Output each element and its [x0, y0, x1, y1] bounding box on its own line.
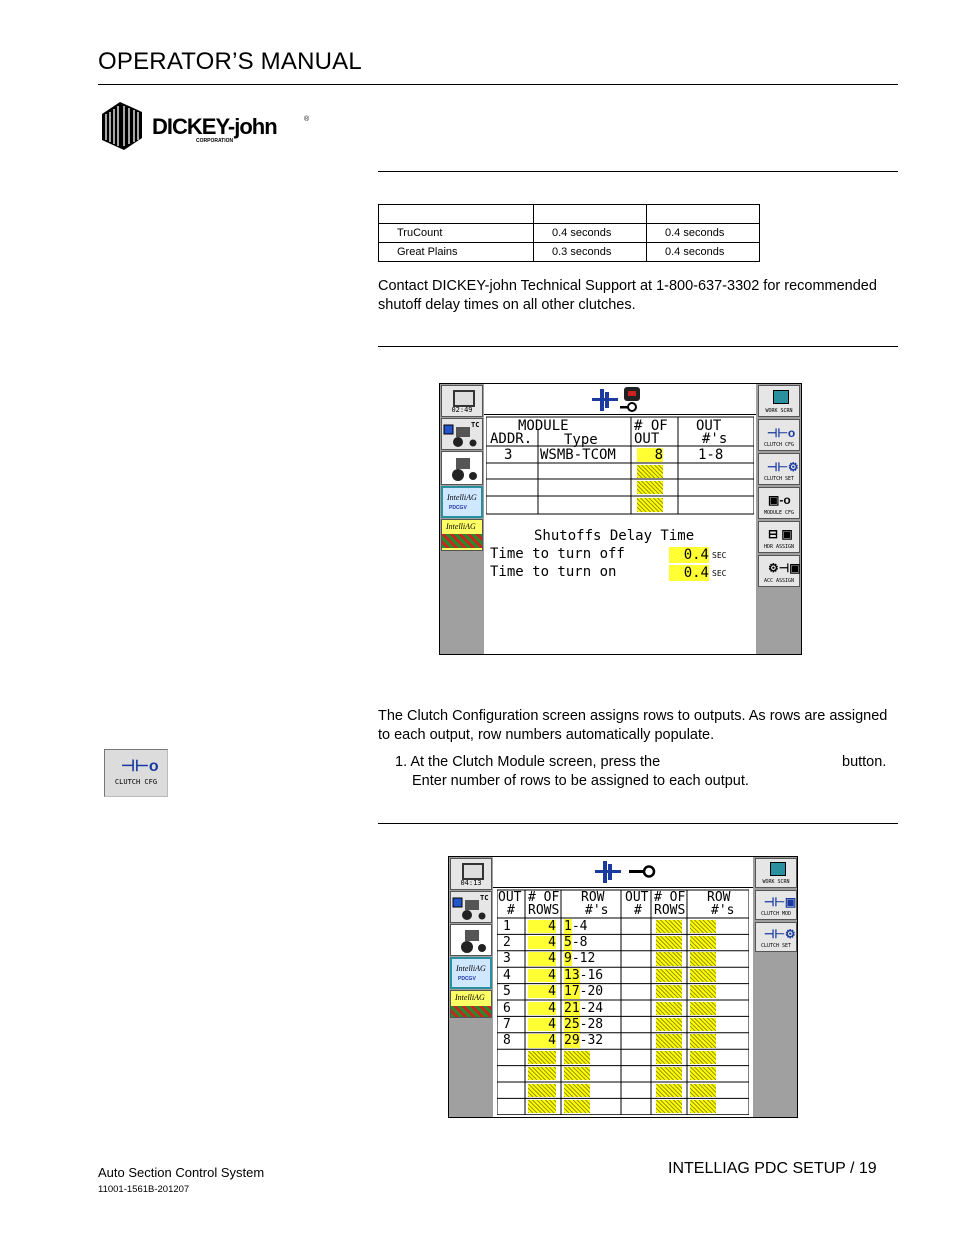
hdr-assign-icon: ⊟ ▣ — [768, 527, 793, 541]
row-addr: 3 — [504, 447, 513, 463]
footer-page: INTELLIAG PDC SETUP / 19 — [668, 1160, 877, 1177]
off-unit: SEC — [712, 551, 727, 560]
row-range — [564, 936, 618, 949]
empty-row-start-cell[interactable] — [690, 952, 716, 965]
row-end: -16 — [579, 967, 604, 983]
col-module: MODULE — [518, 418, 569, 434]
intelliag-button[interactable]: IntelliAG — [441, 519, 483, 551]
empty-row-start-cell[interactable] — [564, 1100, 590, 1113]
system-setup-button[interactable] — [450, 891, 492, 923]
out-number: 6 — [503, 1000, 511, 1016]
row-type: WSMB-TCOM — [540, 447, 616, 463]
clutch-cfg-icon-button: ⊣⊢o CLUTCH CFG — [104, 749, 168, 797]
svg-text:TC: TC — [471, 421, 480, 429]
left-button-column — [440, 384, 484, 654]
col-outs-2: #'s — [702, 431, 728, 447]
empty-row-start-cell[interactable] — [564, 1067, 590, 1080]
step-1: 1. At the Clutch Module screen, press the — [395, 754, 661, 770]
svg-text:TC: TC — [480, 894, 489, 902]
row-range — [564, 920, 618, 933]
row-start-field[interactable]: 29 — [564, 1033, 580, 1049]
clutch-config-screen — [448, 856, 798, 1118]
acc-assign-icon: ⚙⊣▣ — [768, 561, 801, 575]
empty-rows-cell[interactable] — [528, 1067, 556, 1080]
empty-row-start-cell[interactable] — [564, 1084, 590, 1097]
acc-assign-button[interactable]: ⚙⊣▣ ACC ASSIGN — [758, 555, 800, 587]
out-number: 7 — [503, 1016, 511, 1032]
num-rows-field[interactable]: 4 — [528, 936, 556, 949]
num-rows-field[interactable]: 4 — [528, 1018, 556, 1031]
clutch-config-text: The Clutch Configuration screen assigns rows to outputs. As rows are assigned to each output, row numbers automatically populate. — [378, 708, 888, 743]
empty-row-start-cell[interactable] — [690, 1084, 716, 1097]
tractor-button[interactable] — [450, 924, 492, 956]
row-range — [564, 969, 618, 982]
empty-row-start-cell[interactable] — [690, 1018, 716, 1031]
empty-rows-cell[interactable] — [656, 1084, 682, 1097]
intelliag-button[interactable]: IntelliAG — [450, 990, 492, 1018]
module-config-screen — [439, 383, 802, 655]
module-icon: ▣-o — [768, 493, 791, 507]
off-label: Time to turn off — [490, 546, 625, 562]
header-rule — [98, 84, 898, 85]
col-type: Type — [564, 432, 598, 448]
empty-row-start-cell[interactable] — [564, 1051, 590, 1064]
num-rows-field[interactable]: 4 — [528, 952, 556, 965]
footer-code: 11001-1561B-201207 — [98, 1184, 190, 1195]
clutch-set-button[interactable]: ⊣⊢⚙ CLUTCH SET — [758, 453, 800, 485]
manual-title: OPERATOR’S MANUAL — [98, 48, 362, 75]
company-logo — [98, 100, 328, 156]
step-1-button: button. — [842, 754, 887, 770]
right-button-column — [753, 857, 797, 1117]
empty-rows-cell[interactable] — [656, 920, 682, 933]
stripe-icon — [442, 534, 482, 548]
empty-row-start-cell[interactable] — [690, 1002, 716, 1015]
col-outs: OUT — [696, 418, 722, 434]
out-number: 8 — [503, 1033, 511, 1049]
num-rows-field[interactable]: 4 — [528, 920, 556, 933]
clutch-cfg-button[interactable]: ⊣⊢o CLUTCH CFG — [758, 419, 800, 451]
row-start-field[interactable]: 17 — [564, 984, 580, 1000]
left-button-column — [449, 857, 493, 1117]
tractor-icon — [442, 452, 482, 484]
screen-icon — [773, 390, 789, 404]
off-value[interactable]: 0.4 — [669, 547, 709, 563]
row-end: -12 — [571, 951, 596, 967]
num-rows-field[interactable]: 4 — [528, 1034, 556, 1047]
clutch-icon: ⊣⊢o — [767, 426, 796, 440]
section-rule — [378, 346, 898, 347]
monitor-icon — [453, 390, 475, 407]
screen-icon — [770, 862, 786, 876]
col-out: OUT — [634, 431, 660, 447]
tractor-icon — [451, 925, 491, 955]
num-rows-field[interactable]: 4 — [528, 985, 556, 998]
clutch-icon: ⊣⊢o — [121, 758, 159, 775]
row-range — [564, 1034, 618, 1047]
empty-rows-cell[interactable] — [656, 985, 682, 998]
empty-rows-cell[interactable] — [528, 1100, 556, 1113]
logo-mark-icon — [98, 100, 148, 152]
out-number: 2 — [503, 934, 511, 950]
row-range: 1-8 — [698, 447, 724, 463]
empty-rows-cell[interactable] — [656, 936, 682, 949]
col-addr: ADDR. — [490, 431, 533, 447]
empty-cell[interactable] — [637, 481, 663, 494]
pdc-button[interactable]: IntelliAG PDCGV — [450, 957, 492, 989]
row-range — [564, 952, 618, 965]
empty-cell[interactable] — [637, 465, 663, 478]
row-range — [564, 985, 618, 998]
empty-rows-cell[interactable] — [656, 1100, 682, 1113]
clock: 04:13 — [460, 879, 482, 887]
right-button-column — [756, 384, 801, 654]
clutch-set-icon: ⊣⊢⚙ — [764, 927, 796, 941]
clutch-set-button[interactable]: ⊣⊢⚙ CLUTCH SET — [755, 922, 797, 952]
clutch-config-icon — [593, 858, 663, 886]
row-start-field[interactable]: 25 — [564, 1016, 580, 1032]
clutch-set-icon: ⊣⊢⚙ — [767, 460, 799, 474]
empty-rows-cell[interactable] — [656, 969, 682, 982]
stripe-icon — [451, 1006, 491, 1017]
footer-product: Auto Section Control System — [98, 1165, 265, 1180]
empty-row-start-cell[interactable] — [690, 1034, 716, 1047]
row-start-field[interactable]: 1 — [564, 918, 572, 934]
table-row: Great Plains 0.3 seconds 0.4 seconds — [379, 243, 760, 262]
empty-row-start-cell[interactable] — [690, 936, 716, 949]
module-cfg-button[interactable]: ▣-o MODULE CFG — [758, 487, 800, 519]
tractor-button[interactable] — [441, 451, 483, 485]
logo-sub: CORPORATION — [196, 138, 234, 144]
support-text: Contact DICKEY-john Technical Support at 1-800-637-3302 for recommended shutoff delay times on all other clutches. — [378, 278, 877, 313]
empty-row-start-cell[interactable] — [690, 1067, 716, 1080]
screen-title-bar — [484, 384, 756, 415]
col-num-of: # OF — [634, 418, 668, 434]
home-button[interactable] — [450, 858, 492, 890]
row-start-field[interactable]: 13 — [564, 967, 580, 983]
empty-rows-cell[interactable] — [528, 1051, 556, 1064]
num-rows-field[interactable]: 4 — [528, 969, 556, 982]
row-start-field[interactable]: 5 — [564, 934, 572, 950]
hdr-assign-button[interactable]: ⊟ ▣ HDR ASSIGN — [758, 521, 800, 553]
clutch-table: OUT # # OF ROWS ROW #'s OUT # # OF ROWS ROW #'s 1 4 1-4 2 4 5-8 3 4 9-12 4 4 13-16 5 4 17-20 6 4 21-24 7 4 25-28 8 4 29-32 — [497, 889, 749, 1115]
empty-row-start-cell[interactable] — [690, 1051, 716, 1064]
out-number: 3 — [503, 951, 511, 967]
work-scrn-button[interactable]: WORK SCRN — [755, 858, 797, 888]
row-end: -28 — [579, 1016, 604, 1032]
empty-row-start-cell[interactable] — [690, 969, 716, 982]
row-num-out[interactable]: 8 — [637, 448, 663, 462]
table-row: TruCount 0.4 seconds 0.4 seconds — [379, 224, 760, 243]
system-setup-button[interactable] — [441, 418, 483, 450]
on-value[interactable]: 0.4 — [669, 565, 709, 581]
empty-rows-cell[interactable] — [656, 1002, 682, 1015]
clutch-module-icon — [590, 385, 650, 415]
screen-title-bar — [493, 857, 753, 888]
empty-cell[interactable] — [637, 498, 663, 512]
table-row — [379, 205, 760, 224]
module-table — [486, 416, 754, 516]
delay-title: Shutoffs Delay Time — [534, 528, 695, 544]
empty-row-start-cell[interactable] — [690, 1100, 716, 1113]
clutch-module-icon: ⊣⊢▣ — [764, 895, 797, 909]
row-end: -32 — [579, 1033, 604, 1049]
empty-rows-cell[interactable] — [656, 1067, 682, 1080]
row-end: -20 — [579, 984, 604, 1000]
empty-rows-cell[interactable] — [656, 1018, 682, 1031]
empty-rows-cell[interactable] — [656, 952, 682, 965]
home-button[interactable] — [441, 385, 483, 417]
tractor-tc-icon — [451, 892, 491, 922]
row-end: -24 — [579, 1000, 604, 1016]
on-unit: SEC — [712, 569, 727, 578]
monitor-icon — [462, 863, 484, 880]
clutch-mod-button[interactable]: ⊣⊢▣ CLUTCH MOD — [755, 890, 797, 920]
on-label: Time to turn on — [490, 564, 617, 580]
section-rule — [378, 823, 898, 824]
work-scrn-button[interactable]: WORK SCRN — [758, 385, 800, 417]
row-end: -8 — [571, 934, 588, 950]
pdc-button[interactable]: IntelliAG PDCGV — [441, 486, 483, 518]
empty-row-start-cell[interactable] — [690, 920, 716, 933]
row-end: -4 — [571, 918, 588, 934]
out-number: 5 — [503, 984, 511, 1000]
num-rows-field[interactable]: 4 — [528, 1002, 556, 1015]
empty-row-start-cell[interactable] — [690, 985, 716, 998]
section-rule — [378, 171, 898, 172]
empty-rows-cell[interactable] — [656, 1051, 682, 1064]
out-number: 4 — [503, 967, 511, 983]
tractor-tc-icon — [442, 419, 482, 449]
clock: 02:49 — [451, 406, 473, 414]
row-start-field[interactable]: 21 — [564, 1000, 580, 1016]
empty-rows-cell[interactable] — [528, 1084, 556, 1097]
row-range — [564, 1002, 618, 1015]
row-range — [564, 1018, 618, 1031]
logo-brand: DICKEY-john — [152, 114, 277, 139]
step-1-detail: Enter number of rows to be assigned to each output. — [412, 773, 749, 789]
logo-registered: ® — [304, 116, 310, 123]
out-number: 1 — [503, 918, 511, 934]
row-start-field[interactable]: 9 — [564, 951, 572, 967]
empty-rows-cell[interactable] — [656, 1034, 682, 1047]
delay-table — [378, 204, 760, 262]
